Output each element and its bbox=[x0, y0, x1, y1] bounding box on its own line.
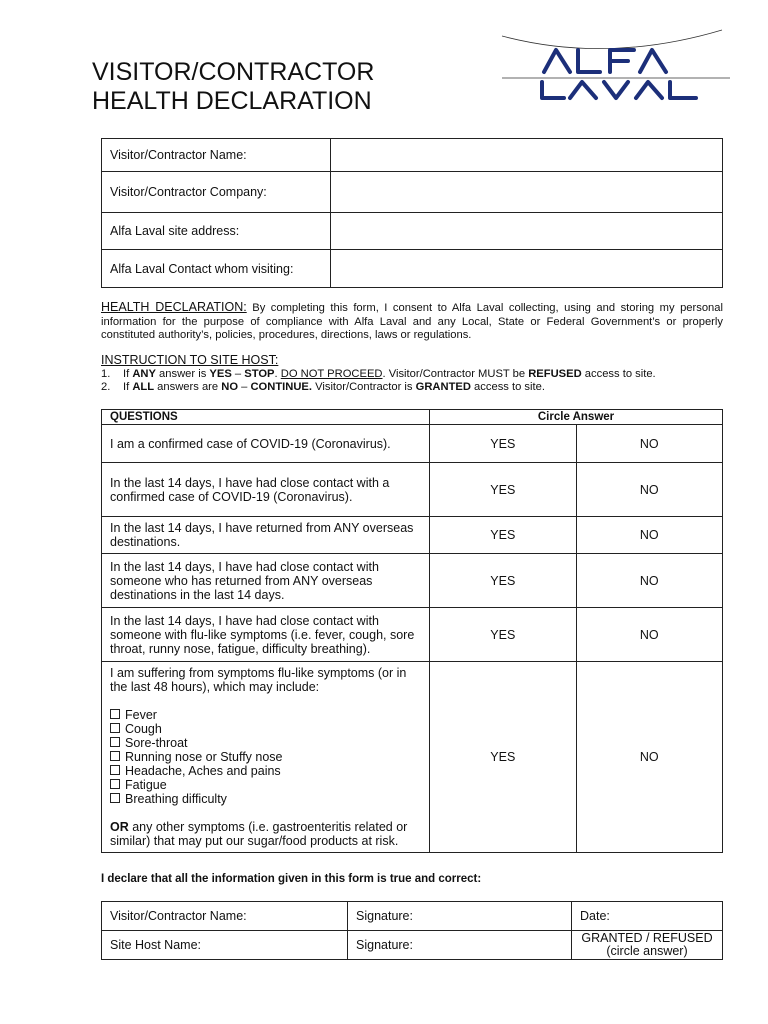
yes-answer[interactable]: YES bbox=[430, 608, 576, 662]
symptoms-intro: I am suffering from symptoms flu-like symptoms (or in the last 48 hours), which may include: bbox=[110, 666, 407, 694]
signoff-table bbox=[101, 901, 723, 960]
no-answer[interactable]: NO bbox=[576, 517, 722, 554]
checkbox-icon[interactable] bbox=[110, 765, 120, 775]
health-declaration bbox=[101, 301, 723, 343]
list-item: Breathing difficulty bbox=[110, 792, 421, 806]
alfa-laval-logo bbox=[498, 28, 730, 104]
question-text: In the last 14 days, I have returned from ANY overseas destinations. bbox=[102, 517, 430, 554]
question-text: I am a confirmed case of COVID-19 (Coronavirus). bbox=[102, 425, 430, 463]
info-label: Alfa Laval site address: bbox=[102, 213, 331, 250]
instructions-heading: INSTRUCTION TO SITE HOST: bbox=[101, 353, 279, 367]
date-label[interactable]: Date: bbox=[572, 902, 723, 931]
no-answer[interactable]: NO bbox=[576, 608, 722, 662]
questions-header: QUESTIONS bbox=[102, 410, 430, 425]
declaration-statement: I declare that all the information given in this form is true and correct: bbox=[101, 873, 482, 885]
info-row bbox=[102, 250, 723, 288]
info-row bbox=[102, 139, 723, 172]
question-row bbox=[102, 662, 723, 853]
circle-answer-header: Circle Answer bbox=[430, 410, 723, 425]
checkbox-icon[interactable] bbox=[110, 709, 120, 719]
question-row bbox=[102, 425, 723, 463]
yes-answer[interactable]: YES bbox=[430, 517, 576, 554]
circle-answer-note: (circle answer) bbox=[606, 944, 688, 958]
questions-table bbox=[101, 409, 723, 853]
question-row bbox=[102, 517, 723, 554]
visitor-info-table bbox=[101, 138, 723, 288]
title-line-2: HEALTH DECLARATION bbox=[92, 87, 372, 115]
granted-refused-label: GRANTED / REFUSED bbox=[581, 930, 713, 945]
checkbox-icon[interactable] bbox=[110, 737, 120, 747]
questions-header-row bbox=[102, 410, 723, 425]
visitor-name-label[interactable]: Visitor/Contractor Name: bbox=[102, 902, 348, 931]
page-title bbox=[92, 58, 374, 116]
checkbox-icon[interactable] bbox=[110, 793, 120, 803]
host-name-label[interactable]: Site Host Name: bbox=[102, 931, 348, 960]
site-address-field[interactable] bbox=[331, 213, 723, 250]
health-declaration-heading: HEALTH DECLARATION: bbox=[101, 300, 247, 314]
no-answer[interactable]: NO bbox=[576, 662, 722, 853]
question-row bbox=[102, 608, 723, 662]
visitor-company-field[interactable] bbox=[331, 172, 723, 213]
list-item: Fever bbox=[110, 708, 421, 722]
health-declaration-body: By completing this form, I consent to Alfa Laval collecting, using and storing my personal information for the purpose of compliance with Alfa Laval and any Local, State or Federal Government’s or properly constituted authority’s, policies, procedures, directions, laws or regulations. bbox=[101, 302, 723, 341]
no-answer[interactable]: NO bbox=[576, 463, 722, 517]
info-label: Visitor/Contractor Company: bbox=[102, 172, 331, 213]
symptoms-list bbox=[110, 708, 421, 806]
info-label: Visitor/Contractor Name: bbox=[102, 139, 331, 172]
info-row bbox=[102, 172, 723, 213]
checkbox-icon[interactable] bbox=[110, 779, 120, 789]
title-line-1: VISITOR/CONTRACTOR bbox=[92, 58, 375, 86]
signoff-row bbox=[102, 931, 723, 960]
list-item: Fatigue bbox=[110, 778, 421, 792]
no-answer[interactable]: NO bbox=[576, 554, 722, 608]
yes-answer[interactable]: YES bbox=[430, 662, 576, 853]
list-item: Sore-throat bbox=[110, 736, 421, 750]
visitor-name-field[interactable] bbox=[331, 139, 723, 172]
symptoms-outro: OR any other symptoms (i.e. gastroenteritis related or similar) that may put our sugar/food products at risk. bbox=[110, 820, 408, 848]
instruction-item-2: 2. If ALL answers are NO – CONTINUE. Visitor/Contractor is GRANTED access to site. bbox=[101, 381, 545, 393]
host-signature-label[interactable]: Signature: bbox=[348, 931, 572, 960]
instruction-item-1: 1. If ANY answer is YES – STOP. DO NOT PROCEED. Visitor/Contractor MUST be REFUSED access to site. bbox=[101, 367, 656, 380]
list-item: Cough bbox=[110, 722, 421, 736]
contact-field[interactable] bbox=[331, 250, 723, 288]
checkbox-icon[interactable] bbox=[110, 723, 120, 733]
info-label: Alfa Laval Contact whom visiting: bbox=[102, 250, 331, 288]
question-row bbox=[102, 463, 723, 517]
granted-refused-cell[interactable] bbox=[572, 931, 723, 960]
checkbox-icon[interactable] bbox=[110, 751, 120, 761]
list-item: Running nose or Stuffy nose bbox=[110, 750, 421, 764]
question-text-symptoms bbox=[102, 662, 430, 853]
no-answer[interactable]: NO bbox=[576, 425, 722, 463]
question-row bbox=[102, 554, 723, 608]
site-host-instructions bbox=[101, 354, 741, 395]
yes-answer[interactable]: YES bbox=[430, 463, 576, 517]
info-row bbox=[102, 213, 723, 250]
yes-answer[interactable]: YES bbox=[430, 425, 576, 463]
question-text: In the last 14 days, I have had close contact with someone who has returned from ANY overseas destinations in the last 14 days. bbox=[102, 554, 430, 608]
health-declaration-text bbox=[101, 301, 723, 343]
question-text: In the last 14 days, I have had close contact with someone with flu-like symptoms (i.e. fever, cough, sore throat, runny nose, fatigue, difficulty breathing). bbox=[102, 608, 430, 662]
question-text: In the last 14 days, I have had close contact with a confirmed case of COVID-19 (Coronavirus). bbox=[102, 463, 430, 517]
visitor-signature-label[interactable]: Signature: bbox=[348, 902, 572, 931]
yes-answer[interactable]: YES bbox=[430, 554, 576, 608]
list-item: Headache, Aches and pains bbox=[110, 764, 421, 778]
signoff-row bbox=[102, 902, 723, 931]
